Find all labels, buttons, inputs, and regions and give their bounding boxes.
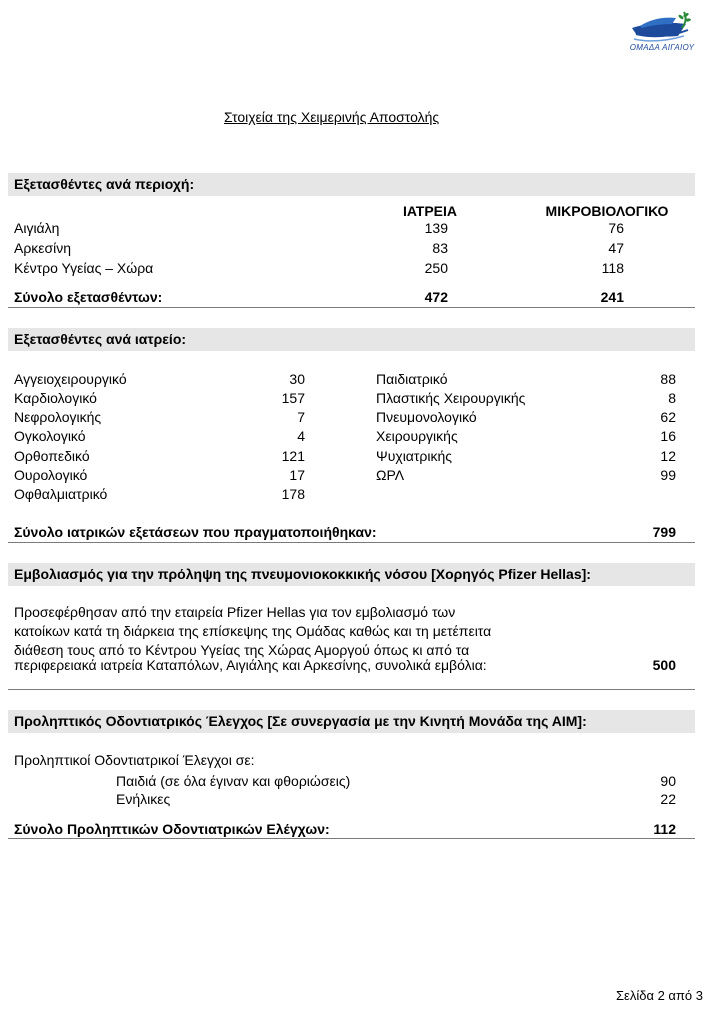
divider bbox=[8, 838, 695, 839]
clinic-left-value: 17 bbox=[289, 467, 305, 483]
page-title: Στοιχεία της Χειμερινής Αποστολής bbox=[224, 109, 440, 125]
dental-heading: Προληπτικός Οδοντιατρικός Έλεγχος [Σε συνεργασία με την Κινητή Μονάδα της ΑΙΜ]: bbox=[14, 713, 587, 729]
region-row-iatreia: 250 bbox=[424, 260, 448, 276]
vaccine-total: 500 bbox=[652, 657, 676, 673]
vaccine-text-line: διάθεση τους από το Κέντρου Υγείας της Χώρας Αμοργού όπως κι από τα bbox=[14, 642, 470, 658]
clinic-left-value: 178 bbox=[281, 486, 305, 502]
clinic-left-value: 121 bbox=[281, 448, 305, 464]
dental-row-name: Ενήλικες bbox=[116, 791, 171, 807]
clinic-right-name: Πνευμονολογικό bbox=[376, 409, 477, 425]
clinic-left-value: 4 bbox=[297, 428, 305, 444]
region-row-iatreia: 83 bbox=[432, 240, 448, 256]
clinic-right-name: Χειρουργικής bbox=[376, 428, 458, 444]
vaccine-text-line: περιφερειακά ιατρεία Καταπόλων, Αιγιάλης και Αρκεσίνης, συνολικά εμβόλια: bbox=[14, 657, 487, 673]
dental-section-header bbox=[8, 710, 695, 733]
region-row-mikro: 118 bbox=[601, 260, 624, 276]
dental-intro: Προληπτικοί Οδοντιατρικοί Έλεγχοι σε: bbox=[14, 752, 255, 768]
region-total-iatreia: 472 bbox=[424, 289, 448, 305]
vaccine-text-line: κατοίκων κατά τη διάρκεια της επίσκεψης της Ομάδας καθώς και τη μετέπειτα bbox=[14, 623, 492, 639]
vaccine-heading: Εμβολιασμός για την πρόληψη της πνευμονιοκοκκικής νόσου [Χορηγός Pfizer Hellas]: bbox=[14, 566, 591, 582]
clinic-right-value: 88 bbox=[660, 371, 676, 387]
region-row-name: Κέντρο Υγείας – Χώρα bbox=[14, 260, 154, 276]
clinic-right-value: 8 bbox=[668, 390, 676, 406]
clinic-right-value: 62 bbox=[660, 409, 676, 425]
dental-row-value: 90 bbox=[660, 773, 676, 789]
clinic-right-value: 12 bbox=[660, 448, 676, 464]
clinic-left-name: Νεφρολογικής bbox=[14, 409, 102, 425]
dental-total-label: Σύνολο Προληπτικών Οδοντιατρικών Ελέγχων: bbox=[14, 821, 330, 837]
clinic-left-name: Καρδιολογικό bbox=[14, 390, 97, 406]
clinic-left-value: 7 bbox=[297, 409, 305, 425]
region-row-name: Αρκεσίνη bbox=[14, 240, 72, 256]
logo-text: ΟΜΑΔΑ ΑΙΓΑΙΟΥ bbox=[629, 43, 695, 52]
clinic-left-name: Οφθαλμιατρικό bbox=[14, 486, 108, 502]
vaccine-text-line: Προσεφέρθησαν από την εταιρεία Pfizer Hellas για τον εμβολιασμό των bbox=[14, 604, 456, 620]
region-total-label: Σύνολο εξετασθέντων: bbox=[14, 289, 163, 305]
clinic-right-name: ΩΡΛ bbox=[376, 467, 405, 483]
region-row-mikro: 76 bbox=[608, 220, 624, 236]
dental-total-value: 112 bbox=[653, 821, 676, 837]
clinic-right-name: Παιδιατρικό bbox=[376, 371, 448, 387]
region-section-header bbox=[8, 173, 695, 196]
region-row-name: Αιγιάλη bbox=[14, 220, 60, 236]
clinic-right-value: 99 bbox=[660, 467, 676, 483]
clinic-total-label: Σύνολο ιατρικών εξετάσεων που πραγματοποιήθηκαν: bbox=[14, 524, 377, 540]
region-row-mikro: 47 bbox=[608, 240, 624, 256]
clinic-total-value: 799 bbox=[652, 524, 676, 540]
clinic-left-name: Ουρολογικό bbox=[14, 467, 88, 483]
region-heading: Εξετασθέντες ανά περιοχή: bbox=[14, 176, 195, 192]
region-total-mikro: 241 bbox=[600, 289, 624, 305]
clinic-left-name: Ορθοπεδικό bbox=[14, 448, 90, 464]
clinic-right-value: 16 bbox=[660, 428, 676, 444]
clinic-right-name: Πλαστικής Χειρουργικής bbox=[376, 390, 526, 406]
divider bbox=[8, 307, 695, 308]
region-row-iatreia: 139 bbox=[424, 220, 448, 236]
clinic-left-value: 157 bbox=[281, 390, 305, 406]
region-col-iatreia: ΙΑΤΡΕΙΑ bbox=[402, 203, 458, 219]
clinic-left-name: Ογκολογικό bbox=[14, 428, 86, 444]
vaccine-section-header bbox=[8, 563, 695, 586]
clinic-heading: Εξετασθέντες ανά ιατρείο: bbox=[14, 331, 187, 347]
clinic-left-value: 30 bbox=[289, 371, 305, 387]
region-col-mikrobiologiko: ΜΙΚΡΟΒΙΟΛΟΓΙΚΟ bbox=[545, 203, 669, 219]
divider bbox=[8, 689, 695, 690]
dental-row-value: 22 bbox=[660, 791, 676, 807]
clinic-section-header bbox=[8, 328, 695, 351]
clinic-left-name: Αγγειοχειρουργικό bbox=[14, 371, 127, 387]
page-number: Σελίδα 2 από 3 bbox=[616, 988, 703, 1003]
clinic-right-name: Ψυχιατρικής bbox=[376, 448, 453, 464]
dental-row-name: Παιδιά (σε όλα έγιναν και φθοριώσεις) bbox=[116, 773, 351, 789]
divider bbox=[8, 542, 695, 543]
